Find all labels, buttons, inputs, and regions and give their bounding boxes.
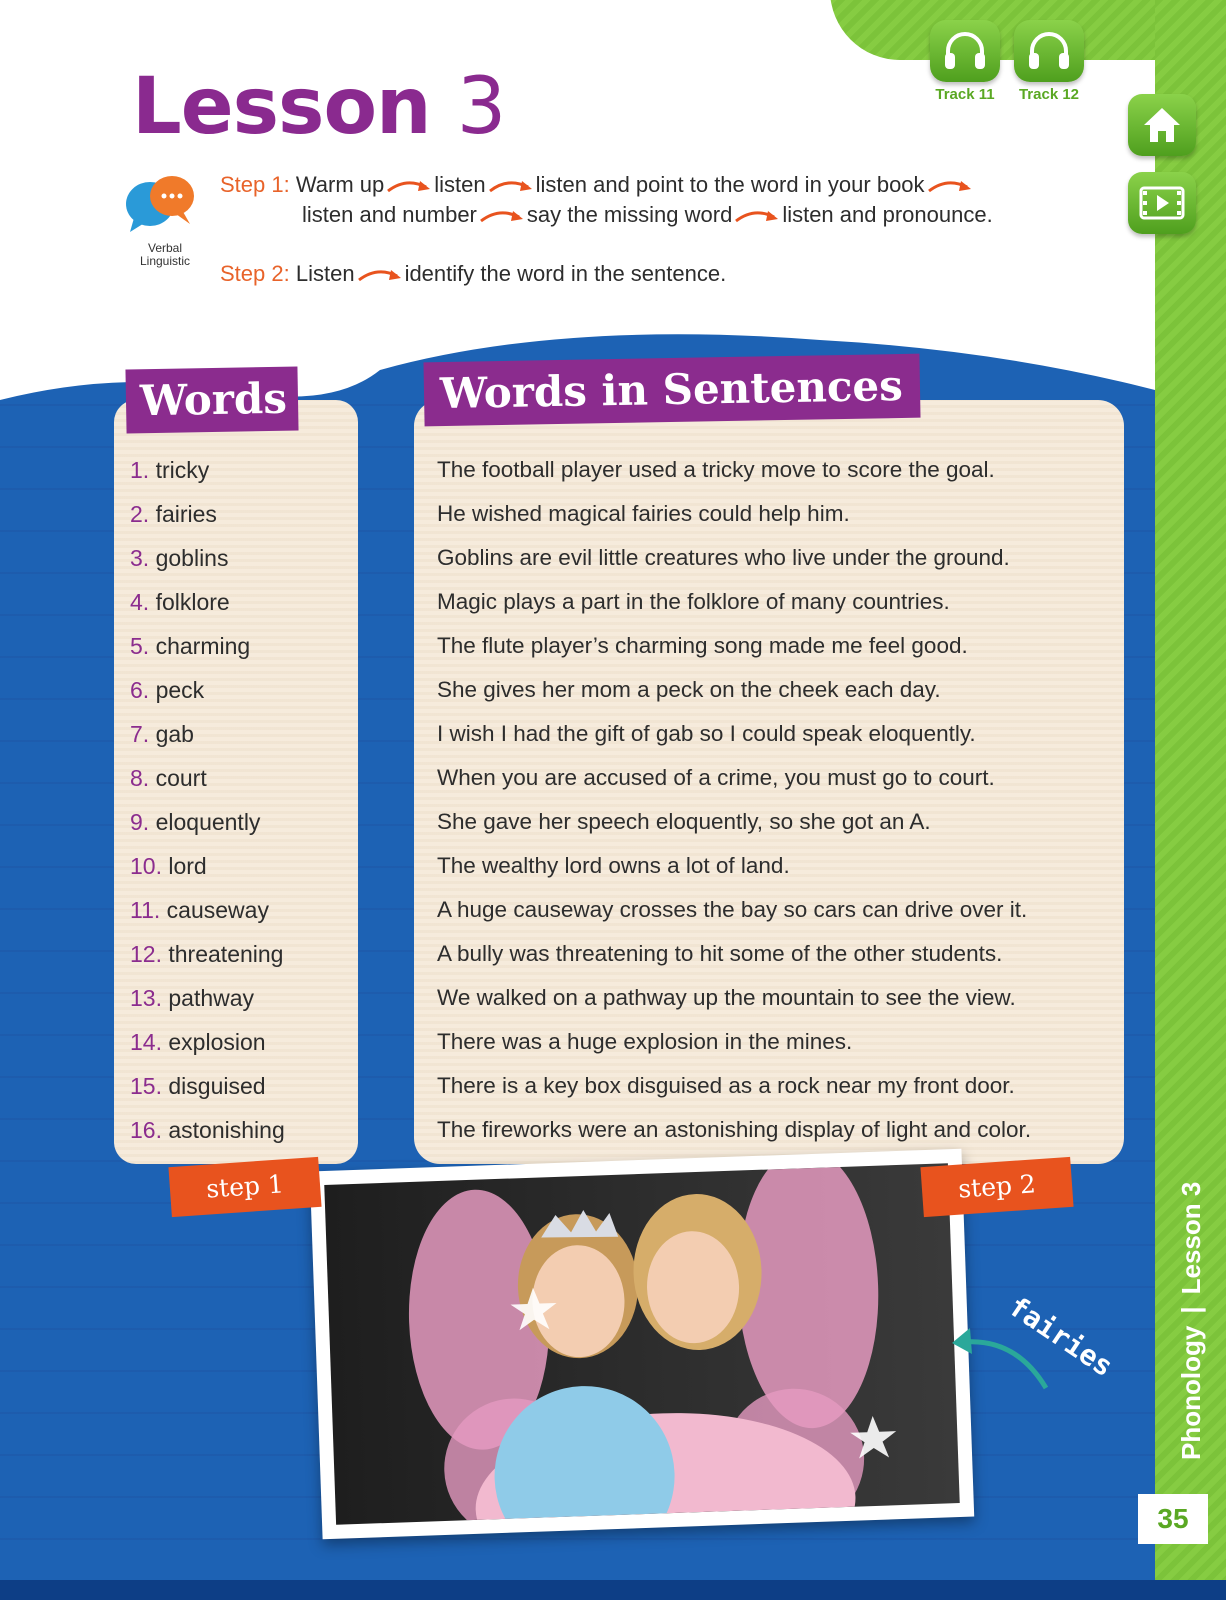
sentences-list <box>437 452 1031 1156</box>
step-1-tag: step 1 <box>168 1157 321 1217</box>
section-label: Phonology|Lesson 3 <box>1176 1181 1206 1460</box>
bottom-bar <box>0 1580 1226 1600</box>
word-item: 16. astonishing <box>130 1117 285 1143</box>
word-item: 13. pathway <box>130 985 255 1011</box>
home-button[interactable] <box>1128 94 1196 156</box>
home-icon <box>1141 105 1183 145</box>
fairy-girls-illustration <box>324 1163 959 1525</box>
sentence-item: The football player used a tricky move to score the goal. <box>437 457 995 482</box>
step-2-line: Step 2: Listen identify the word in the sentence. <box>220 261 727 286</box>
track-11-button[interactable] <box>928 20 1002 103</box>
word-item: 15. disguised <box>130 1073 266 1099</box>
sentence-item: Magic plays a part in the folklore of many countries. <box>437 589 950 614</box>
step-2-tag: step 2 <box>920 1157 1073 1217</box>
word-item: 9. eloquently <box>130 809 261 835</box>
fairies-photo <box>310 1149 974 1540</box>
sentence-item: There is a key box disguised as a rock near my front door. <box>437 1073 1015 1098</box>
step-1-line-1: Step 1: Warm up listen listen and point to the word in your book <box>220 172 975 198</box>
word-item: 7. gab <box>130 721 194 747</box>
words-heading: Words <box>125 367 298 434</box>
word-item: 2. fairies <box>130 501 217 527</box>
sentence-item: He wished magical fairies could help him. <box>437 501 850 526</box>
track-12-button[interactable] <box>1012 20 1086 103</box>
sentence-item: The wealthy lord owns a lot of land. <box>437 853 790 878</box>
sentence-item: She gave her speech eloquently, so she got an A. <box>437 809 931 834</box>
step-1-line-2: listen and number say the missing word listen and pronounce. <box>302 202 993 227</box>
sentence-item: There was a huge explosion in the mines. <box>437 1029 853 1054</box>
arrow-icon <box>479 207 525 225</box>
step-2-label: Step 2: <box>220 261 290 286</box>
word-item: 6. peck <box>130 677 205 703</box>
arrow-icon <box>734 207 780 225</box>
sentence-item: A huge causeway crosses the bay so cars can drive over it. <box>437 897 1028 922</box>
sentence-item: The fireworks were an astonishing display of light and color. <box>437 1117 1032 1142</box>
arrow-icon <box>927 177 973 195</box>
sentence-item: The flute player’s charming song made me feel good. <box>437 633 968 658</box>
arrow-icon <box>488 177 534 195</box>
word-item: 11. causeway <box>130 897 269 923</box>
sentence-item: I wish I had the gift of gab so I could speak eloquently. <box>437 721 976 746</box>
step-1-label: Step 1: <box>220 172 290 197</box>
page-title: Lesson 3 <box>132 62 506 152</box>
sentences-heading: Words in Sentences <box>423 354 920 427</box>
video-button[interactable] <box>1128 172 1196 234</box>
sentence-item: Goblins are evil little creatures who live under the ground. <box>437 545 1010 570</box>
word-item: 10. lord <box>130 853 207 879</box>
track-11-label: Track 11 <box>935 86 995 103</box>
word-item: 1. tricky <box>130 457 210 483</box>
sentence-item: When you are accused of a crime, you must go to court. <box>437 765 995 790</box>
sentence-item: We walked on a pathway up the mountain to see the view. <box>437 985 1016 1010</box>
video-icon <box>1138 183 1186 223</box>
verbal-linguistic-label: Verbal Linguistic <box>139 241 191 268</box>
fairies-caption: fairies <box>1002 1289 1120 1384</box>
words-list <box>130 452 285 1156</box>
headphones-icon <box>1026 31 1072 71</box>
arrow-icon <box>357 266 403 284</box>
headphones-icon <box>942 31 988 71</box>
sentence-item: A bully was threatening to hit some of the other students. <box>437 941 1003 966</box>
word-item: 14. explosion <box>130 1029 266 1055</box>
track-12-label: Track 12 <box>1018 86 1080 103</box>
word-item: 3. goblins <box>130 545 229 571</box>
speech-bubbles-icon <box>124 174 196 236</box>
page-number: 35 <box>1138 1494 1208 1544</box>
word-item: 8. court <box>130 765 207 791</box>
arrow-icon <box>386 177 432 195</box>
word-item: 5. charming <box>130 633 251 659</box>
word-item: 4. folklore <box>130 589 230 615</box>
sentence-item: She gives her mom a peck on the cheek each day. <box>437 677 941 702</box>
word-item: 12. threatening <box>130 941 284 967</box>
